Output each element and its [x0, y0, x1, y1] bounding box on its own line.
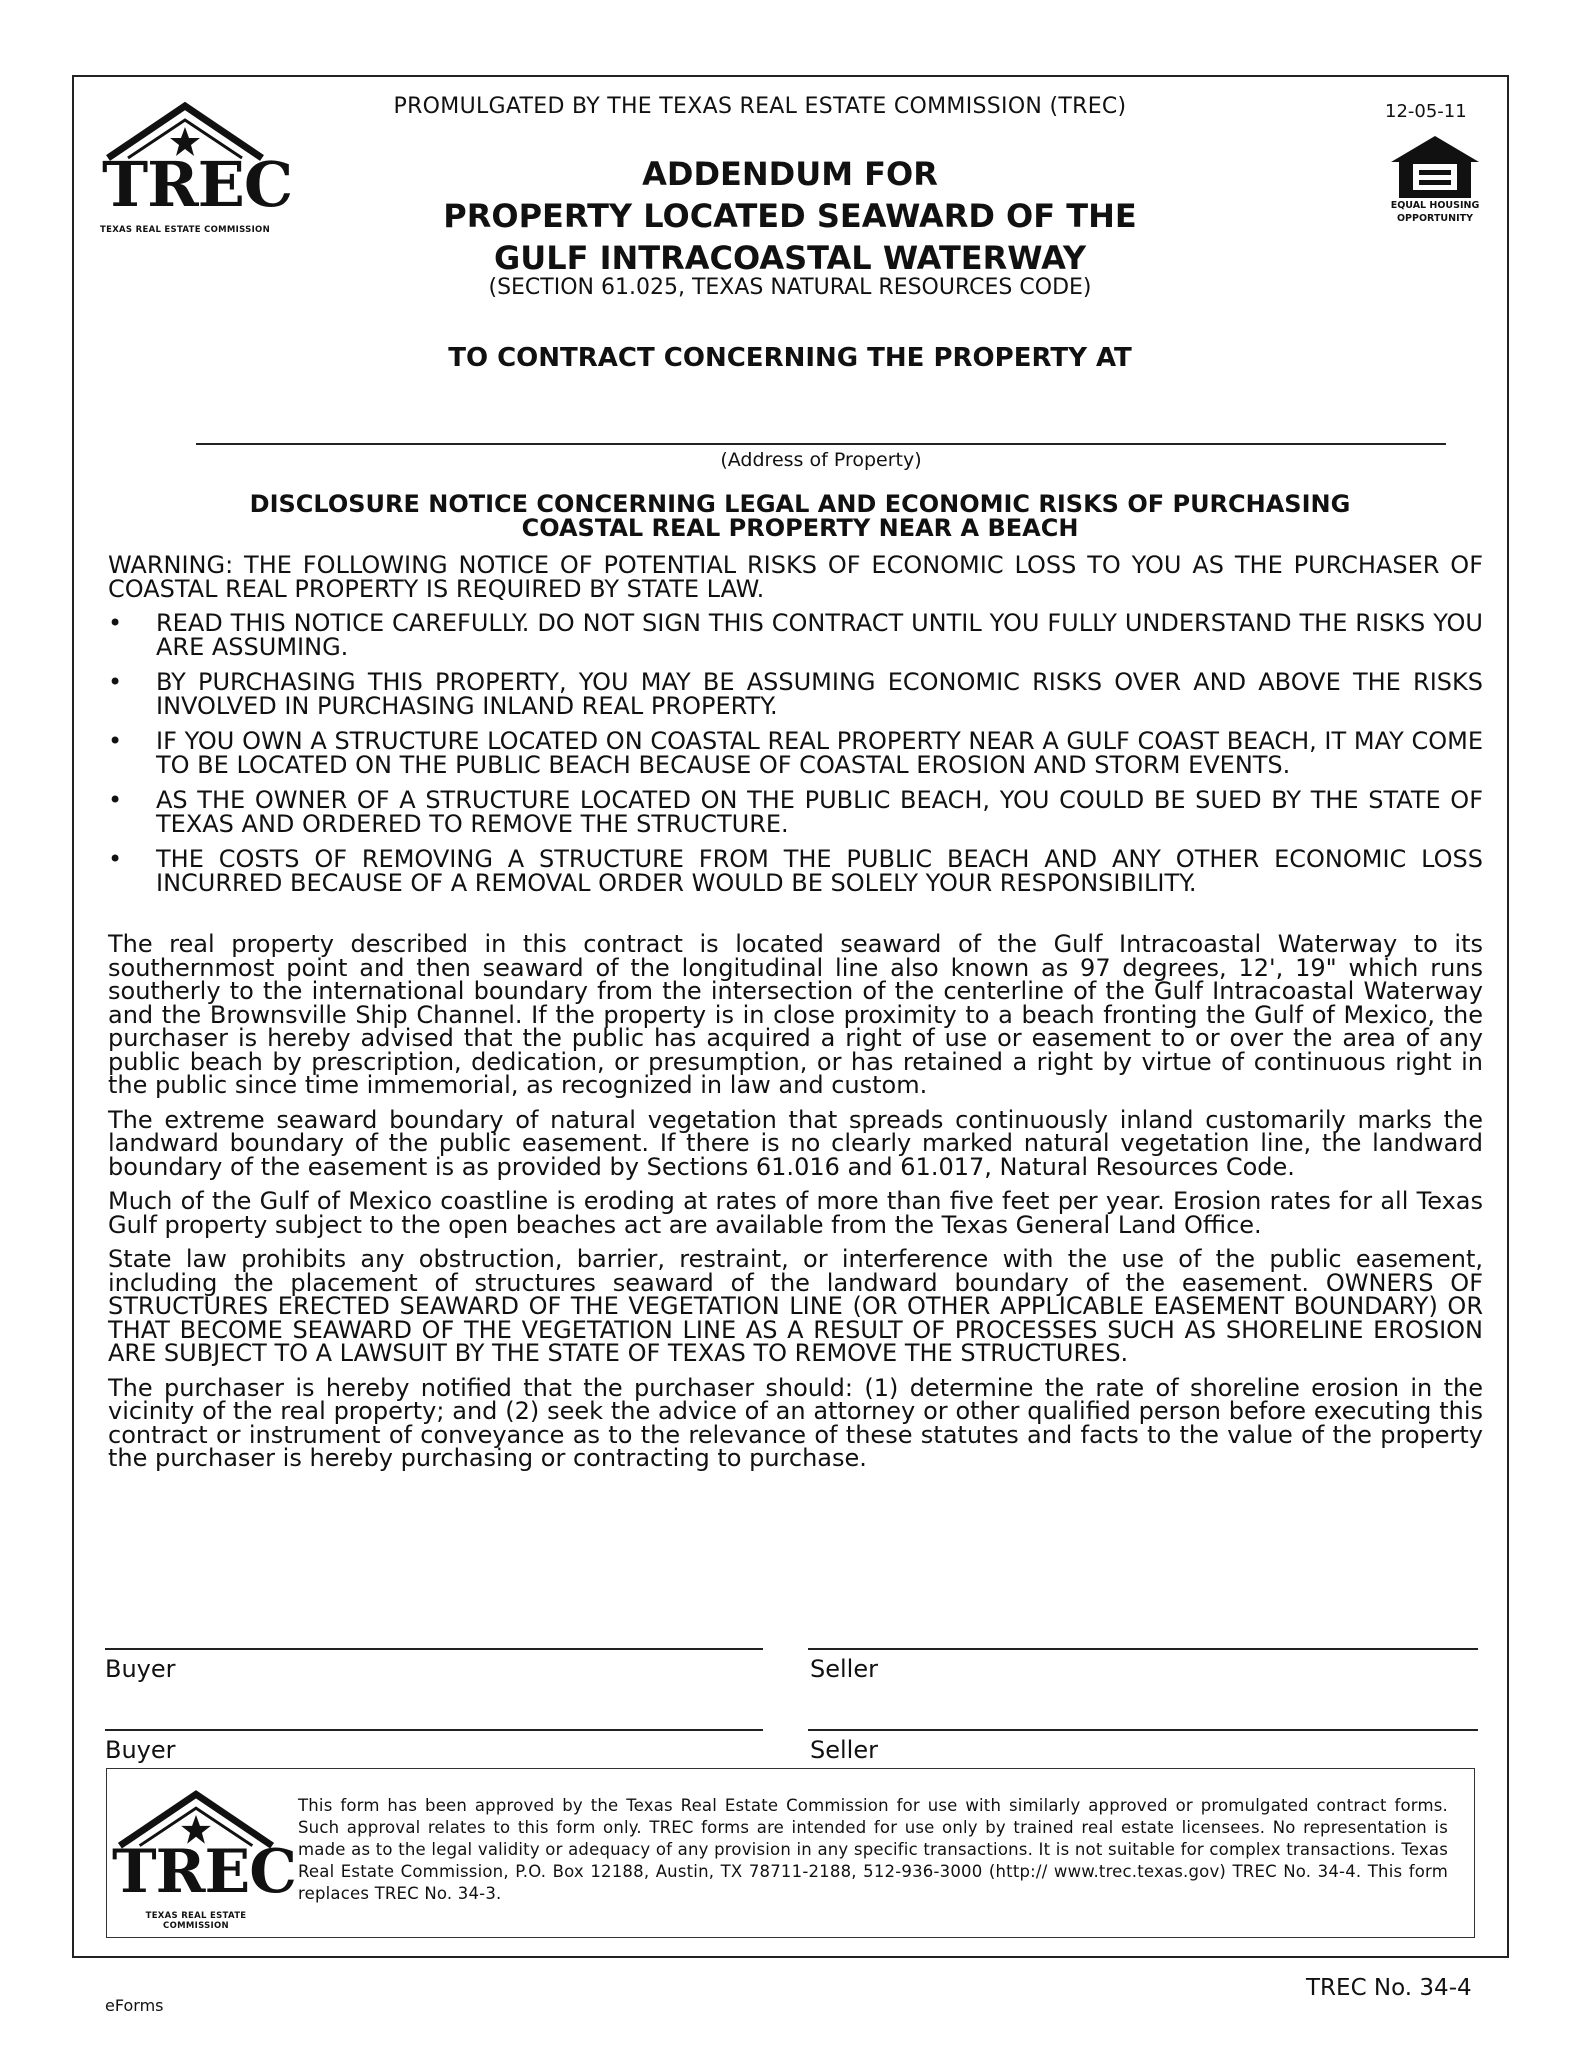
disclosure-heading: [160, 492, 1440, 540]
bullet-text: AS THE OWNER OF A STRUCTURE LOCATED ON THE PUBLIC BEACH, YOU COULD BE SUED BY THE STATE OF TEXAS AND ORDERED TO REMOVE THE STRUCTURE.: [156, 786, 1483, 838]
paragraph-vegetation-boundary: The extreme seaward boundary of natural vegetation that spreads continuously inland customarily marks the landward boundary of the public easement. If there is no clearly marked natural vegetation line, the landward boundary of the easement is as provided by Sections 61.016 and 61.017, Natural Resources Code.: [108, 1105, 1483, 1181]
disclosure-heading-line-2: COASTAL REAL PROPERTY NEAR A BEACH: [521, 514, 1079, 542]
disclosure-heading-line-1: DISCLOSURE NOTICE CONCERNING LEGAL AND ECONOMIC RISKS OF PURCHASING: [249, 490, 1351, 518]
buyer-label-2: Buyer: [105, 1736, 176, 1764]
seller-label-2: Seller: [810, 1736, 878, 1764]
address-line: [196, 443, 1446, 445]
paragraph-erosion-rates: Much of the Gulf of Mexico coastline is eroding at rates of more than five feet per year. Erosion rates for all Texas Gulf property subject to the open beaches act are available from the Texas General Land Office.: [108, 1187, 1483, 1239]
paragraph-state-law: State law prohibits any obstruction, barrier, restraint, or interference with the use of the public easement, including the placement of structures seaward of the landward boundary of the easement. OWNERS OF STRUCTURES ERECTED SEAWARD OF THE VEGETATION LINE (OR OTHER APPLICABLE EASEMENT BOUNDARY) OR THAT BECOME SEAWARD OF THE VEGETATION LINE AS A RESULT OF PROCESSES SUCH AS SHORELINE EROSION ARE SUBJECT TO A LAWSUIT BY THE STATE OF TEXAS TO REMOVE THE STRUCTURES.: [108, 1245, 1483, 1367]
list-item: [108, 845, 1483, 897]
approval-notice: This form has been approved by the Texas Real Estate Commission for use with similarly approved or promulgated contract forms. Such approval relates to this form only. TREC forms are intended for use only by trained real estate licensees. No representation is made as to the legal validity or adequacy of any provision in any specific transactions. It is not suitable for complex transactions. Texas Real Estate Commission, P.O. Box 12188, Austin, TX 78711-2188, 512-936-3000 (http:// www.trec.texas.gov) TREC No. 34-4. This form replaces TREC No. 34-3.: [298, 1796, 1448, 1903]
warning-text: WARNING: THE FOLLOWING NOTICE OF POTENTIAL RISKS OF ECONOMIC LOSS TO YOU AS THE PURCHASER OF COASTAL REAL PROPERTY IS REQUIRED BY STATE LAW.: [108, 551, 1483, 603]
form-number: TREC No. 34-4: [1306, 1975, 1472, 2001]
equal-housing-logo: [1385, 132, 1485, 232]
seller-signature-line-1[interactable]: [808, 1648, 1478, 1664]
footer-logo-word: TREC: [112, 1837, 296, 1907]
list-item: [108, 609, 1483, 661]
contract-heading: TO CONTRACT CONCERNING THE PROPERTY AT: [448, 343, 1132, 373]
title-line-3: GULF INTRACOASTAL WATERWAY: [493, 239, 1087, 277]
paragraph-seaward-location: The real property described in this contract is located seaward of the Gulf Intracoastal Waterway to its southernmost point and then seaward of the longitudinal line also known as 97 degrees, 12', 19" which runs southerly to the international boundary from the intersection of the centerline of the Gulf Intracoastal Waterway and the Brownsville Ship Channel. If the property is in close proximity to a beach fronting the Gulf of Mexico, the purchaser is hereby advised that the public has acquired a right of use or easement to or over the area of any public beach by prescription, dedication, or presumption, or has retained a right by virtue of continuous right in the public since time immemorial, as recognized in law and custom.: [108, 930, 1483, 1099]
risk-bullet-list: [108, 609, 1483, 907]
promulgated-by: PROMULGATED BY THE TEXAS REAL ESTATE COMMISSION (TREC): [393, 94, 1127, 119]
list-item: [108, 668, 1483, 720]
title-line-2: PROPERTY LOCATED SEAWARD OF THE: [443, 197, 1137, 235]
trec-logo-word: TREC: [102, 148, 293, 221]
address-label: (Address of Property): [720, 449, 922, 471]
seller-label-1: Seller: [810, 1655, 878, 1683]
equal-housing-icon: [1385, 132, 1485, 200]
trec-logo-caption: TEXAS REAL ESTATE COMMISSION: [100, 225, 270, 235]
form-date: 12-05-11: [1385, 101, 1467, 122]
paragraph-purchaser-notice: The purchaser is hereby notified that the purchaser should: (1) determine the rate of shoreline erosion in the vicinity of the real property; and (2) seek the advice of an attorney or other qualified person before executing this contract or instrument of conveyance as to the relevance of these statutes and facts to the value of the property the purchaser is hereby purchasing or contracting to purchase.: [108, 1373, 1483, 1472]
list-item: [108, 786, 1483, 838]
buyer-signature-line-1[interactable]: [105, 1648, 763, 1664]
bullet-icon: •: [108, 609, 123, 637]
bullet-text: READ THIS NOTICE CAREFULLY. DO NOT SIGN THIS CONTRACT UNTIL YOU FULLY UNDERSTAND THE RISKS YOU ARE ASSUMING.: [156, 609, 1483, 661]
bullet-icon: •: [108, 727, 123, 755]
equal-housing-line2: OPPORTUNITY: [1396, 213, 1473, 224]
title-line-1: ADDENDUM FOR: [642, 155, 938, 193]
bullet-text: THE COSTS OF REMOVING A STRUCTURE FROM THE PUBLIC BEACH AND ANY OTHER ECONOMIC LOSS INCURRED BECAUSE OF A REMOVAL ORDER WOULD BE SOLELY YOUR RESPONSIBILITY.: [156, 845, 1483, 897]
footer-logo-caption: TEXAS REAL ESTATE COMMISSION: [145, 1911, 247, 1931]
bullet-icon: •: [108, 668, 123, 696]
statute-reference: (SECTION 61.025, TEXAS NATURAL RESOURCES CODE): [488, 275, 1092, 300]
bullet-text: IF YOU OWN A STRUCTURE LOCATED ON COASTAL REAL PROPERTY NEAR A GULF COAST BEACH, IT MAY COME TO BE LOCATED ON THE PUBLIC BEACH BECAUSE OF COASTAL EROSION AND STORM EVENTS.: [156, 727, 1483, 779]
equal-housing-line1: EQUAL HOUSING: [1390, 200, 1480, 211]
disclosure-paragraphs: [108, 930, 1483, 1482]
seller-signature-line-2[interactable]: [808, 1729, 1478, 1745]
buyer-signature-line-2[interactable]: [105, 1729, 763, 1745]
eforms-label: eForms: [105, 1996, 164, 2015]
bullet-icon: •: [108, 845, 123, 873]
list-item: [108, 727, 1483, 779]
bullet-icon: •: [108, 786, 123, 814]
trec-logo: [100, 100, 293, 240]
buyer-label-1: Buyer: [105, 1655, 176, 1683]
footer-trec-logo: [112, 1788, 296, 1931]
address-field[interactable]: [196, 410, 1446, 442]
bullet-text: BY PURCHASING THIS PROPERTY, YOU MAY BE ASSUMING ECONOMIC RISKS OVER AND ABOVE THE RISKS INVOLVED IN PURCHASING INLAND REAL PROPERTY.: [156, 668, 1483, 720]
form-title: [330, 153, 1250, 279]
